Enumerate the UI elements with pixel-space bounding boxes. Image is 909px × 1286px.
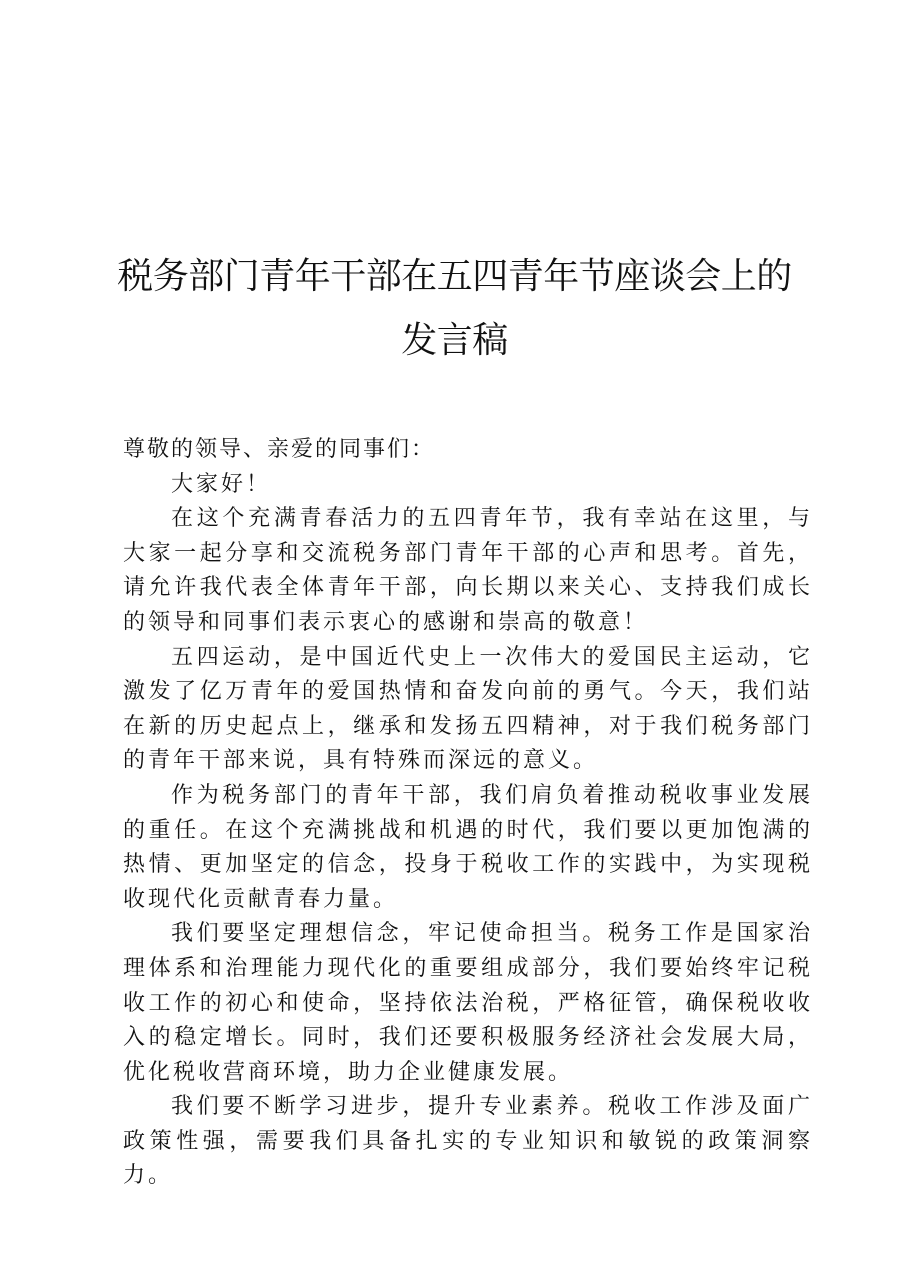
- document-body: [123, 433, 813, 1194]
- document-title: 税务部门青年干部在五四青年节座谈会上的发言稿: [117, 256, 792, 361]
- paragraph-learning: 我们要不断学习进步，提升专业素养。税收工作涉及面广政策性强，需要我们具备扎实的专业知识和敏锐的政策洞察力。: [123, 1094, 813, 1189]
- paragraph-ideals: 我们要坚定理想信念，牢记使命担当。税务工作是国家治理体系和治理能力现代化的重要组成部分，我们要始终牢记税收工作的初心和使命，坚持依法治税，严格征管，确保税收收入的稳定增长。同时，我们还要积极服务经济社会发展大局，优化税收营商环境，助力企业健康发展。: [123, 921, 813, 1085]
- paragraph-opening: 在这个充满青春活力的五四青年节，我有幸站在这里，与大家一起分享和交流税务部门青年干部的心声和思考。首先，请允许我代表全体青年干部，向长期以来关心、支持我们成长的领导和同事们表示衷心的感谢和崇高的敬意！: [123, 506, 813, 635]
- salutation: 尊敬的领导、亲爱的同事们：: [123, 437, 436, 462]
- paragraph-may-fourth-movement: 五四运动，是中国近代史上一次伟大的爱国民主运动，它激发了亿万青年的爱国热情和奋发向前的勇气。今天，我们站在新的历史起点上，继承和发扬五四精神，对于我们税务部门的青年干部来说，具有特殊而深远的意义。: [123, 644, 813, 774]
- paragraph-greeting: 大家好！: [171, 471, 272, 497]
- paragraph-responsibility: 作为税务部门的青年干部，我们肩负着推动税收事业发展的重任。在这个充满挑战和机遇的时代，我们要以更加饱满的热情、更加坚定的信念，投身于税收工作的实践中，为实现税收现代化贡献青春力量。: [123, 782, 813, 912]
